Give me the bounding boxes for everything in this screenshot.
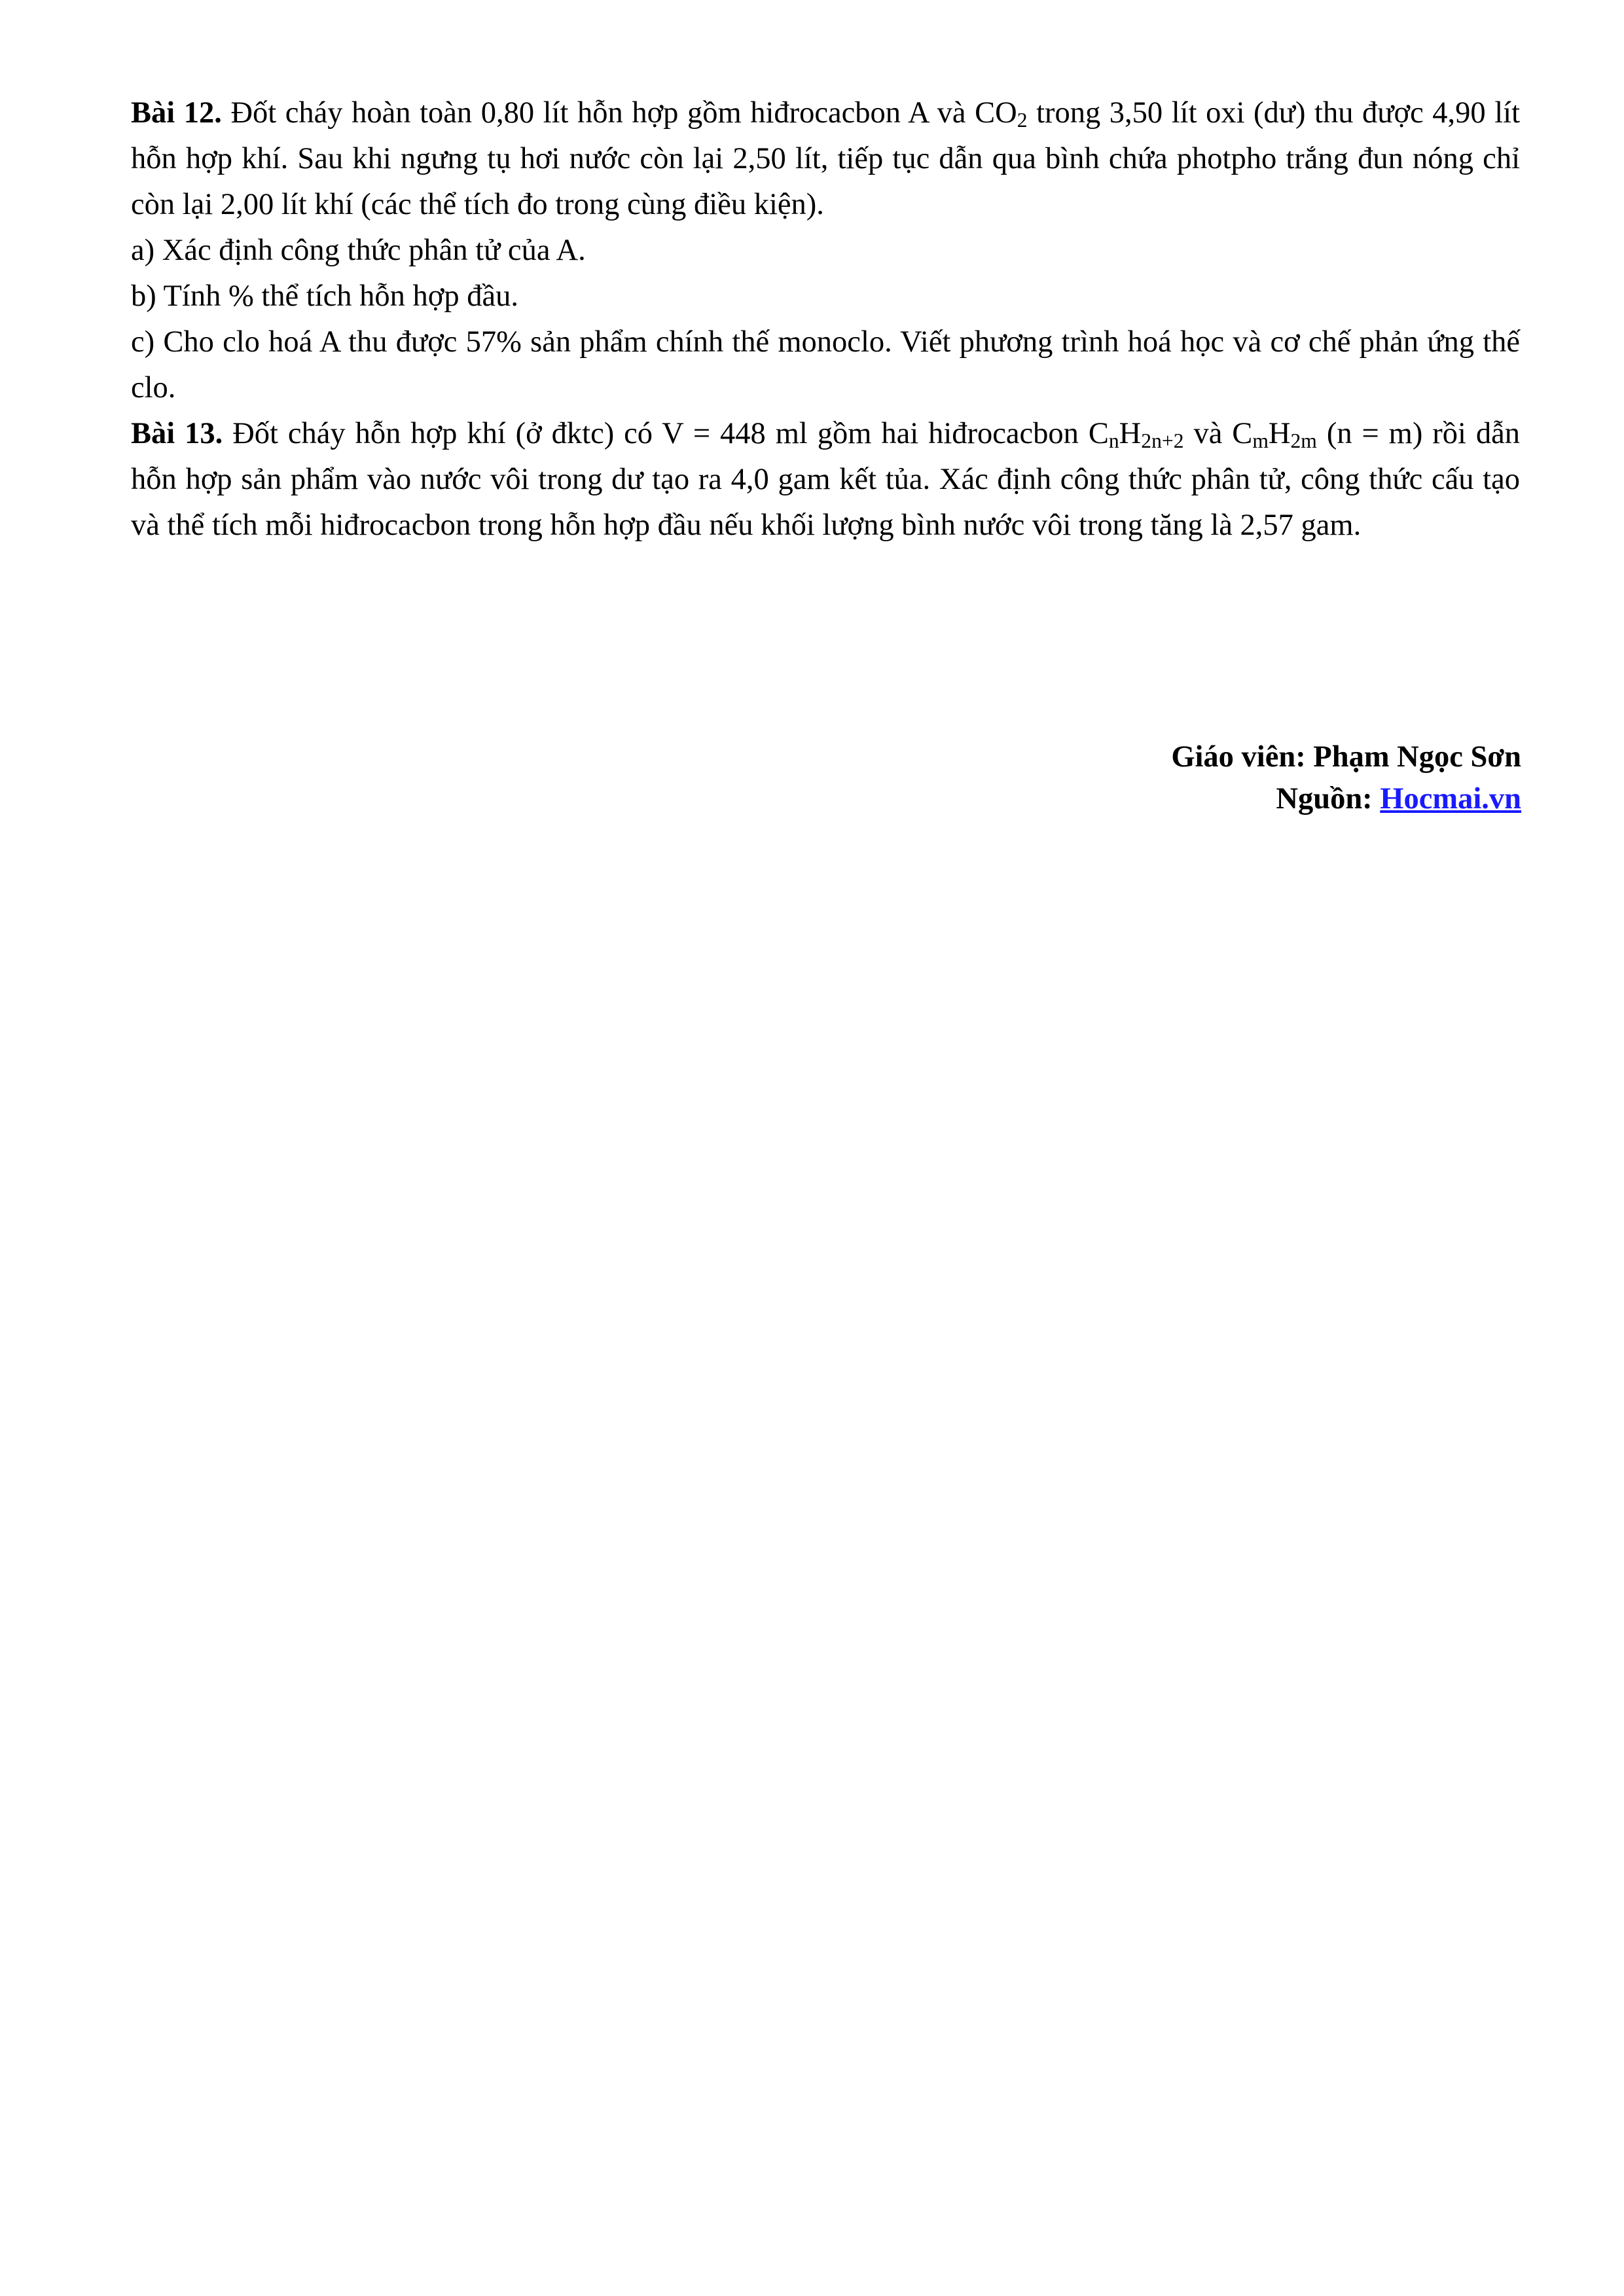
source-link[interactable]: Hocmai.vn bbox=[1380, 782, 1521, 816]
exercise-12-part-b: b) Tính % thể tích hỗn hợp đầu. bbox=[131, 279, 518, 313]
exercise-13-text-h2: H bbox=[1268, 417, 1291, 450]
exercise-13-sub-2m: 2m bbox=[1290, 429, 1317, 452]
exercise-13-text-h1: H bbox=[1119, 417, 1142, 450]
signature-block bbox=[1171, 736, 1521, 820]
exercise-13-title: Bài 13. bbox=[131, 417, 223, 450]
exercise-12-part-a: a) Xác định công thức phân tử của A. bbox=[131, 234, 586, 267]
exercise-13-sub-m: m bbox=[1252, 429, 1269, 452]
exercise-13-sub-n: n bbox=[1108, 429, 1119, 452]
exercise-13-text-i: (n = m) rồi dẫn hỗn hợp sản phẩm vào nước vôi trong dư tạo ra 4,0 gam kết tủa. Xác định công thức phân tử, công thức cấu tạo và thể tích mỗi hiđrocacbon trong hỗn hợp đầu nếu khối lượng bình nước vôi trong tăng là 2,57 gam. bbox=[131, 417, 1521, 542]
exercise-12-text-c: trong 3,50 lít oxi (dư) thu được 4,90 lít hỗn hợp khí. Sau khi ngưng tụ hơi nước còn lại 2,50 lít, tiếp tục dẫn qua bình chứa photpho trắng đun nóng chỉ còn lại 2,00 lít khí (các thể tích đo trong cùng điều kiện). bbox=[131, 96, 1520, 221]
document-body bbox=[131, 90, 1520, 548]
exercise-12-intro bbox=[131, 90, 1520, 228]
exercise-13-text-a: Đốt cháy hỗn hợp khí (ở đktc) có V = 448 ml gồm hai hiđrocacbon C bbox=[223, 417, 1109, 450]
exercise-12-subscript: 2 bbox=[1017, 108, 1028, 132]
exercise-12-title: Bài 12. bbox=[131, 96, 222, 130]
source-label: Nguồn: bbox=[1276, 782, 1380, 816]
exercise-13-text-e: và C bbox=[1183, 417, 1253, 450]
exercise-12-part-c: c) Cho clo hoá A thu được 57% sản phẩm chính thế monoclo. Viết phương trình hoá học và cơ chế phản ứng thế clo. bbox=[131, 325, 1520, 404]
exercise-12-text-a: Đốt cháy hoàn toàn 0,80 lít hỗn hợp gồm hiđrocacbon A và CO bbox=[221, 96, 1017, 130]
exercise-13 bbox=[131, 411, 1520, 548]
teacher-name: Giáo viên: Phạm Ngọc Sơn bbox=[1171, 740, 1521, 774]
exercise-13-sub-2n2: 2n+2 bbox=[1141, 429, 1184, 452]
source-line bbox=[1171, 778, 1521, 820]
